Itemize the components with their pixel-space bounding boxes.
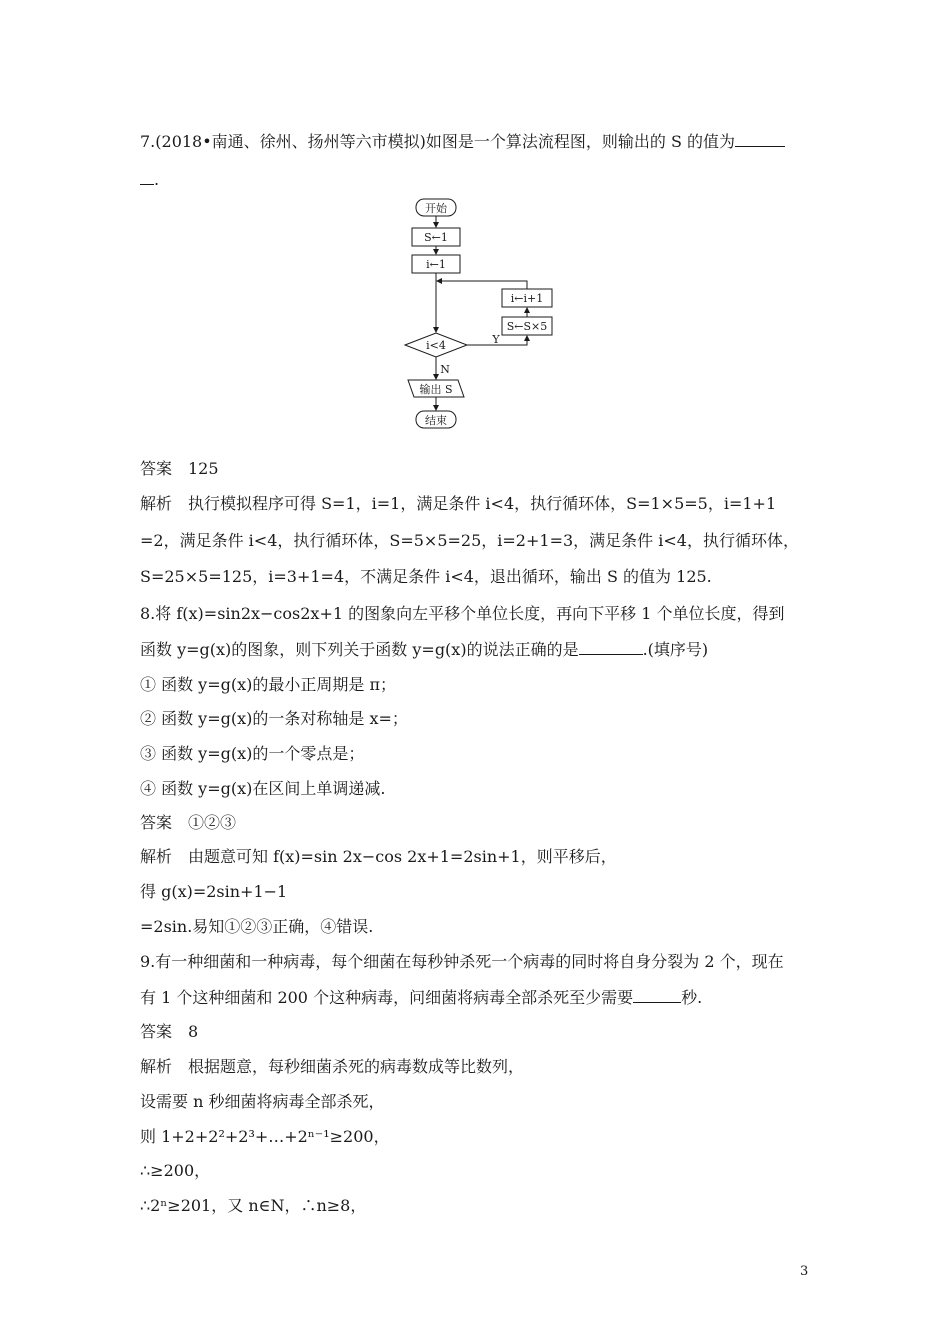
q8-option-4: ④ 函数 y=g(x)在区间上单调递减. <box>140 779 386 798</box>
q8-stem-line1: 8.将 f(x)=sin2x−cos2x+1 的图象向左平移个单位长度，再向下平移 1 个单位长度，得到 <box>140 604 785 623</box>
a9-answer: 答案 8 <box>140 1022 199 1041</box>
q7-answer-blank <box>735 130 785 147</box>
end-label: 结束 <box>425 414 447 427</box>
page-number: 3 <box>800 1264 809 1279</box>
output-label: 输出 S <box>419 383 453 396</box>
condition-label: i<4 <box>426 339 446 352</box>
q8-stem-line2-end: .(填序号) <box>642 640 709 659</box>
q9-stem-line2-end: 秒. <box>681 988 703 1007</box>
a9-analysis-line4: ∴≥200， <box>140 1161 211 1180</box>
a7-analysis-line2: =2，满足条件 i<4，执行循环体，S=5×5=25，i=2+1=3，满足条件 i<4，执行循环体， <box>140 531 799 550</box>
no-label: N <box>440 363 450 376</box>
a9-analysis-line1: 解析 根据题意，每秒细菌杀死的病毒数成等比数列， <box>140 1057 525 1076</box>
q9-answer-blank <box>633 986 681 1003</box>
a7-analysis-line1: 解析 执行模拟程序可得 S=1，i=1，满足条件 i<4，执行循环体，S=1×5=5，i=1+1 <box>140 494 777 513</box>
q9-stem-line2-text: 有 1 个这种细菌和 200 个这种病毒，问细菌将病毒全部杀死至少需要 <box>140 988 634 1007</box>
init-s-label: S←1 <box>424 231 448 244</box>
q7-stem-end <box>140 168 159 191</box>
a9-analysis-line2: 设需要 n 秒细菌将病毒全部杀死， <box>140 1092 385 1111</box>
algorithm-flowchart <box>395 192 595 432</box>
q7-stem <box>140 130 785 153</box>
a8-answer: 答案 ①②③ <box>140 813 237 832</box>
q8-option-3: ③ 函数 y=g(x)的一个零点是； <box>140 744 365 763</box>
q9-stem-line1: 9.有一种细菌和一种病毒，每个细菌在每秒钟杀死一个病毒的同时将自身分裂为 2 个，现在 <box>140 952 784 971</box>
q8-option-1: ① 函数 y=g(x)的最小正周期是 π； <box>140 675 396 694</box>
update-s-label: S←S×5 <box>506 320 548 333</box>
a8-analysis-line2: 得 g(x)=2sin+1−1 <box>140 882 288 901</box>
a8-analysis-line1: 解析 由题意可知 f(x)=sin 2x−cos 2x+1=2sin+1，则平移后， <box>140 847 617 866</box>
a7-answer: 答案 125 <box>140 459 219 478</box>
yes-label: Y <box>492 333 500 346</box>
q8-stem-line2-text: 函数 y=g(x)的图象，则下列关于函数 y=g(x)的说法正确的是 <box>140 640 579 659</box>
q7-stem-period: . <box>154 170 160 189</box>
a9-analysis-line3: 则 1+2+2²+2³+…+2ⁿ⁻¹≥200， <box>140 1127 390 1146</box>
start-label: 开始 <box>425 202 447 215</box>
q8-answer-blank <box>579 638 643 655</box>
a8-analysis-line3: =2sin.易知①②③正确，④错误. <box>140 917 374 936</box>
a9-analysis-line5: ∴2ⁿ≥201，又 n∈N，∴n≥8， <box>140 1196 367 1215</box>
q8-option-2: ② 函数 y=g(x)的一条对称轴是 x=； <box>140 709 408 728</box>
q9-stem-line2 <box>140 986 702 1009</box>
update-i-label: i←i+1 <box>510 292 544 305</box>
q7-stem-text: 7.(2018•南通、徐州、扬州等六市模拟)如图是一个算法流程图，则输出的 S 的值为 <box>140 132 736 151</box>
q7-answer-blank-cont <box>140 168 154 185</box>
a7-analysis-line3: S=25×5=125，i=3+1=4，不满足条件 i<4，退出循环，输出 S 的值为 125. <box>140 567 712 586</box>
q8-stem-line2 <box>140 638 708 661</box>
init-i-label: i←1 <box>426 258 446 271</box>
